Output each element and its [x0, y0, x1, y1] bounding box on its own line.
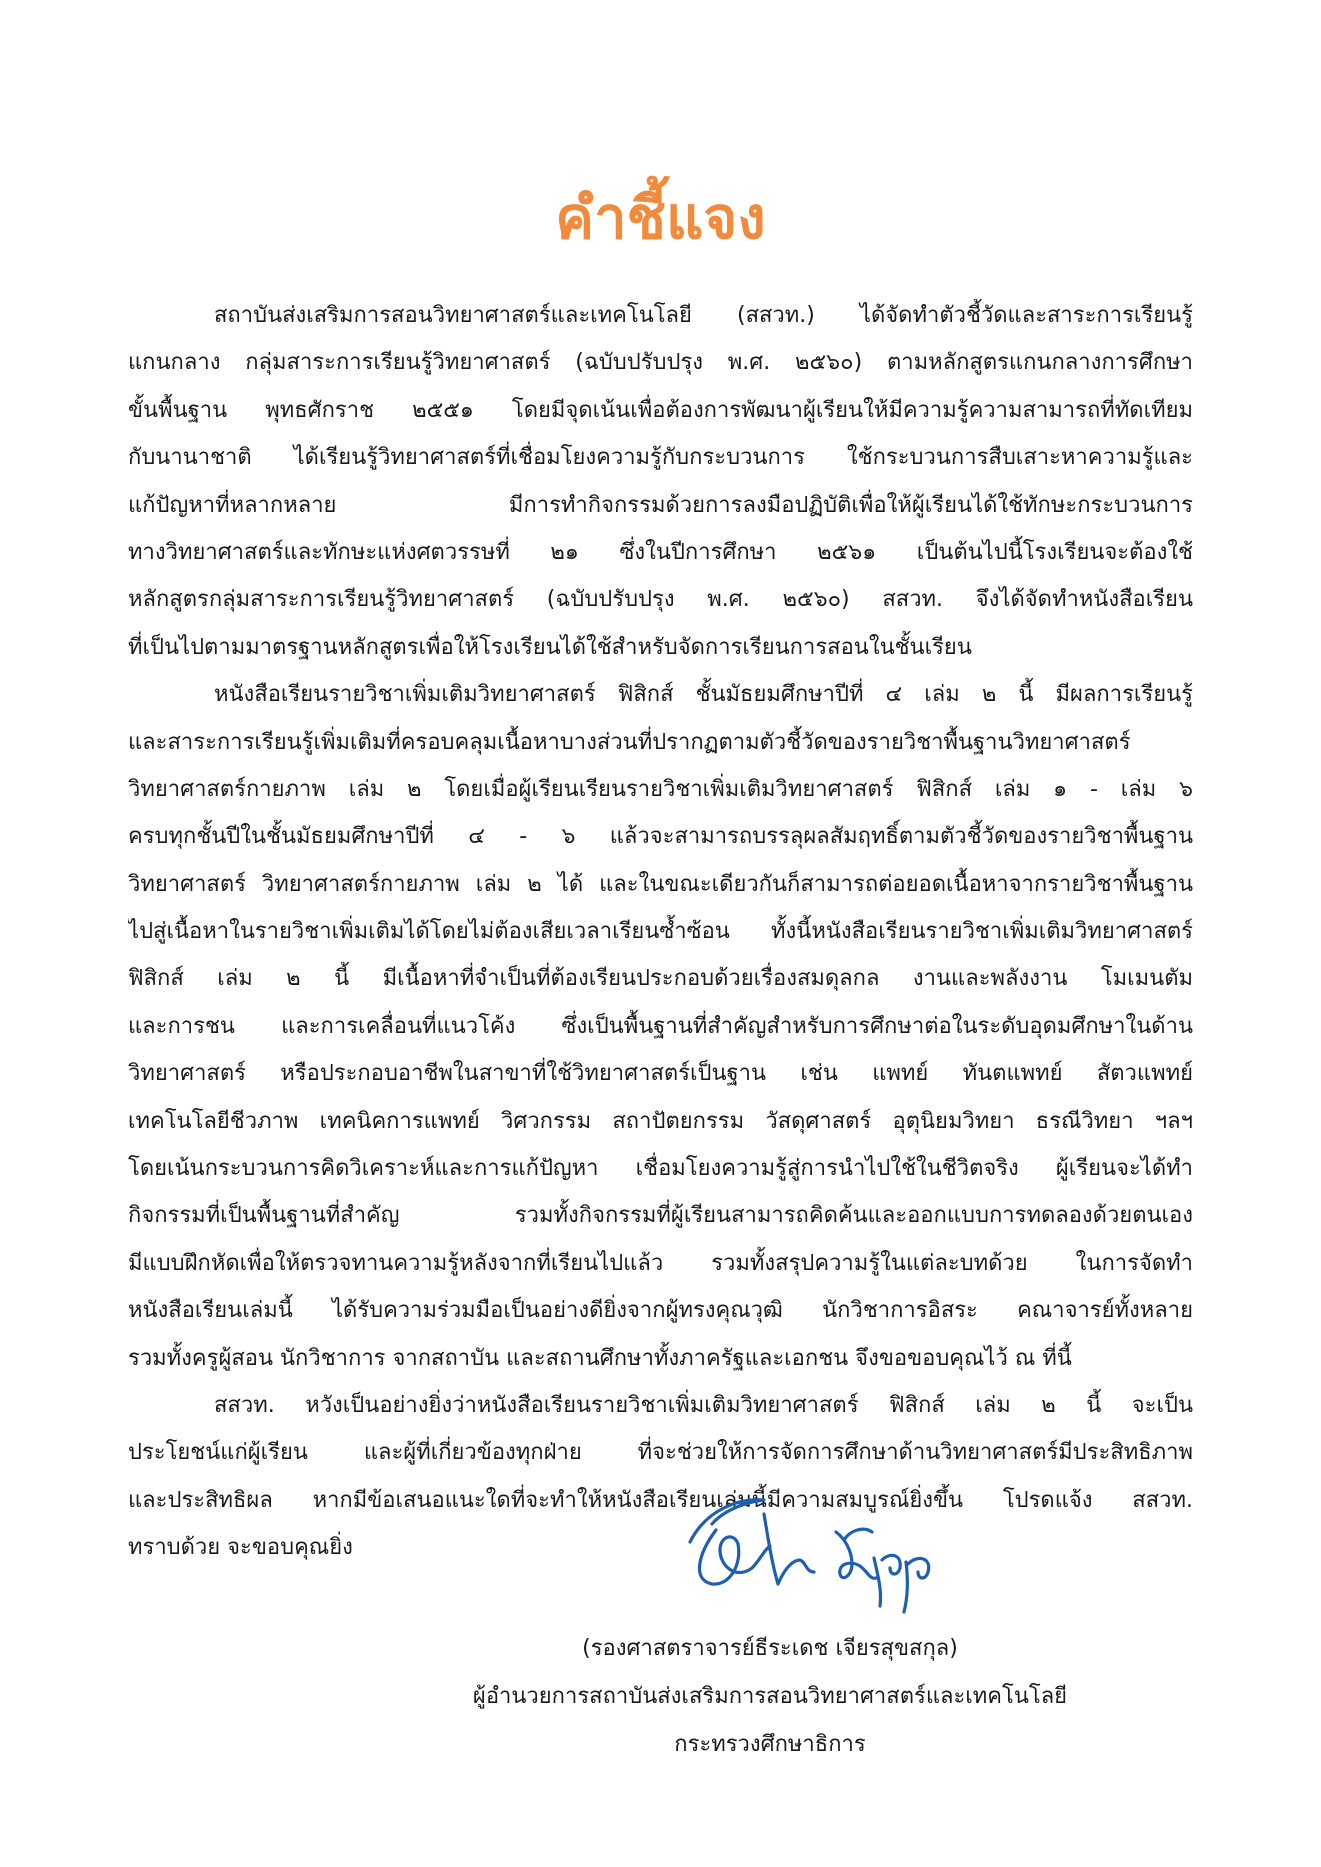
text-line: ทราบด้วย จะขอบคุณยิ่ง [128, 1535, 353, 1561]
text-line: สถาบันส่งเสริมการสอนวิทยาศาสตร์และเทคโนโลยี (สสวท.) ได้จัดทำตัวชี้วัดและสาระการเรียนรู้ [214, 303, 1193, 328]
text-line: โดยเน้นกระบวนการคิดวิเคราะห์และการแก้ปัญหา เชื่อมโยงความรู้สู่การนำไปใช้ในชีวิตจริง ผู้เรียนจะได้ทำ [128, 1156, 1193, 1182]
text-line: รวมทั้งครูผู้สอน นักวิชาการ จากสถาบัน และสถานศึกษาทั้งภาครัฐและเอกชน จึงขอขอบคุณไว้ ณ ที่นี้ [128, 1345, 1072, 1371]
text-line: และสาระการเรียนรู้เพิ่มเติมที่ครอบคลุมเนื้อหาบางส่วนที่ปรากฏตามตัวชี้วัดของรายวิชาพื้นฐานวิทยาศาสตร์ [128, 729, 1131, 755]
text-line: หนังสือเรียนเล่มนี้ ได้รับความร่วมมือเป็นอย่างดียิ่งจากผู้ทรงคุณวุฒิ นักวิชาการอิสระ คณาจารย์ทั้งหลาย [128, 1298, 1193, 1324]
text-line: วิทยาศาสตร์ หรือประกอบอาชีพในสาขาที่ใช้วิทยาศาสตร์เป็นฐาน เช่น แพทย์ ทันตแพทย์ สัตวแพทย์ [128, 1061, 1193, 1087]
text-line: ฟิสิกส์ เล่ม ๒ นี้ มีเนื้อหาที่จำเป็นที่ต้องเรียนประกอบด้วยเรื่องสมดุลกล งานและพลังงาน โมเมนตัม [128, 966, 1193, 992]
text-line: หนังสือเรียนรายวิชาเพิ่มเติมวิทยาศาสตร์ ฟิสิกส์ ชั้นมัธยมศึกษาปีที่ ๔ เล่ม ๒ นี้ มีผลการเรียนรู้ [214, 682, 1193, 708]
text-line: สสวท. หวังเป็นอย่างยิ่งว่าหนังสือเรียนรายวิชาเพิ่มเติมวิทยาศาสตร์ ฟิสิกส์ เล่ม ๒ นี้ จะเป็น [214, 1392, 1193, 1418]
text-line: และประสิทธิผล หากมีข้อเสนอแนะใดที่จะทำให้หนังสือเรียนเล่มนี้มีความสมบูรณ์ยิ่งขึ้น โปรดแจ้ง สสวท. [128, 1487, 1193, 1513]
text-line: มีแบบฝึกหัดเพื่อให้ตรวจทานความรู้หลังจากที่เรียนไปแล้ว รวมทั้งสรุปความรู้ในแต่ละบทด้วย ในการจัดทำ [128, 1250, 1193, 1276]
text-line: แก้ปัญหาที่หลากหลาย มีการทำกิจกรรมด้วยการลงมือปฏิบัติเพื่อให้ผู้เรียนได้ใช้ทักษะกระบวนการ [128, 492, 1193, 518]
text-line: ทางวิทยาศาสตร์และทักษะแห่งศตวรรษที่ ๒๑ ซึ่งในปีการศึกษา ๒๕๖๑ เป็นต้นไปนี้โรงเรียนจะต้องใช้ [128, 539, 1193, 565]
text-line: วิทยาศาสตร์กายภาพ เล่ม ๒ โดยเมื่อผู้เรียนเรียนรายวิชาเพิ่มเติมวิทยาศาสตร์ ฟิสิกส์ เล่ม ๑ - เล่ม ๖ [128, 776, 1193, 802]
paragraph-1 [128, 292, 1193, 671]
text-line: เทคโนโลยีชีวภาพ เทคนิคการแพทย์ วิศวกรรม สถาปัตยกรรม วัสดุศาสตร์ อุตุนิยมวิทยา ธรณีวิทยา ฯลฯ [128, 1108, 1193, 1134]
paragraph-3 [128, 1382, 1193, 1572]
text-line: กับนานาชาติ ได้เรียนรู้วิทยาศาสตร์ที่เชื่อมโยงความรู้กับกระบวนการ ใช้กระบวนการสืบเสาะหาความรู้และ [128, 445, 1193, 471]
signatory-position: ผู้อำนวยการสถาบันส่งเสริมการสอนวิทยาศาสตร์และเทคโนโลยี [472, 1684, 1068, 1709]
text-line: วิทยาศาสตร์ วิทยาศาสตร์กายภาพ เล่ม ๒ ได้ และในขณะเดียวกันก็สามารถต่อยอดเนื้อหาจากรายวิชาพื้นฐาน [128, 871, 1193, 897]
text-line: กิจกรรมที่เป็นพื้นฐานที่สำคัญ รวมทั้งกิจกรรมที่ผู้เรียนสามารถคิดค้นและออกแบบการทดลองด้วยตนเอง [128, 1203, 1193, 1229]
text-line: ครบทุกชั้นปีในชั้นมัธยมศึกษาปีที่ ๔ - ๖ แล้วจะสามารถบรรลุผลสัมฤทธิ์ตามตัวชี้วัดของรายวิชาพื้นฐาน [128, 824, 1193, 850]
paragraph-2 [128, 671, 1193, 1382]
text-line: หลักสูตรกลุ่มสาระการเรียนรู้วิทยาศาสตร์ (ฉบับปรับปรุง พ.ศ. ๒๕๖๐) สสวท. จึงได้จัดทำหนังสือเรียน [128, 587, 1193, 613]
signatory-name: (รองศาสตราจารย์ธีระเดช เจียรสุขสกุล) [582, 1636, 958, 1661]
body-text [128, 292, 1193, 1572]
signatory-organization: กระทรวงศึกษาธิการ [674, 1732, 866, 1757]
text-line: แกนกลาง กลุ่มสาระการเรียนรู้วิทยาศาสตร์ (ฉบับปรับปรุง พ.ศ. ๒๕๖๐) ตามหลักสูตรแกนกลางการศึกษา [128, 350, 1193, 376]
text-line: ประโยชน์แก่ผู้เรียน และผู้ที่เกี่ยวข้องทุกฝ่าย ที่จะช่วยให้การจัดการศึกษาด้านวิทยาศาสตร์มีประสิทธิภาพ [128, 1440, 1193, 1466]
text-line: และการชน และการเคลื่อนที่แนวโค้ง ซึ่งเป็นพื้นฐานที่สำคัญสำหรับการศึกษาต่อในระดับอุดมศึกษาในด้าน [128, 1013, 1193, 1039]
handwritten-signature [668, 1480, 958, 1620]
signatory-block [410, 1625, 1130, 1769]
text-line: ขั้นพื้นฐาน พุทธศักราช ๒๕๕๑ โดยมีจุดเน้นเพื่อต้องการพัฒนาผู้เรียนให้มีความรู้ความสามารถที่ทัดเทียม [128, 397, 1193, 423]
page-title: คำชี้แจง [555, 184, 766, 252]
text-line: ที่เป็นไปตามมาตรฐานหลักสูตรเพื่อให้โรงเรียนได้ใช้สำหรับจัดการเรียนการสอนในชั้นเรียน [128, 634, 972, 660]
text-line: ไปสู่เนื้อหาในรายวิชาเพิ่มเติมได้โดยไม่ต้องเสียเวลาเรียนซ้ำซ้อน ทั้งนี้หนังสือเรียนรายวิชาเพิ่มเติมวิทยาศาสตร์ [128, 919, 1193, 945]
